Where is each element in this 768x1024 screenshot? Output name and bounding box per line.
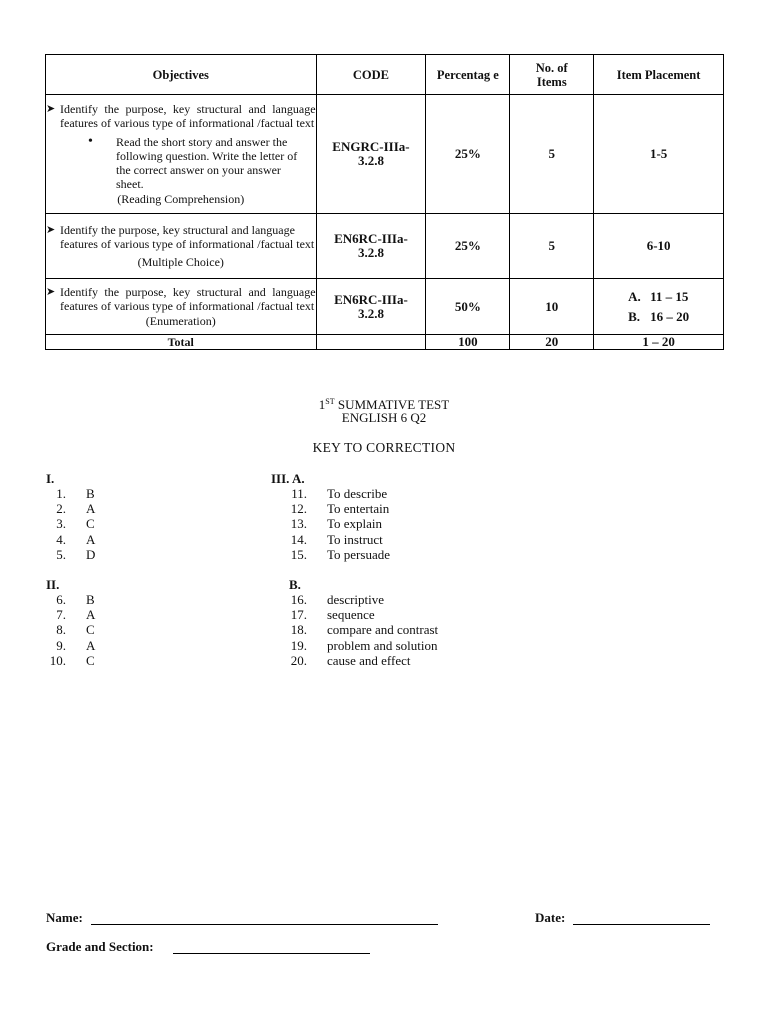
answer-text: sequence bbox=[327, 607, 375, 623]
placement-range: 16 – 20 bbox=[650, 308, 690, 324]
item-number: 3. bbox=[56, 516, 66, 532]
percentage-cell: 25% bbox=[426, 214, 510, 279]
placement-letter: B. bbox=[628, 308, 641, 324]
placement-range: 11 – 15 bbox=[650, 288, 689, 304]
answer-text: C bbox=[86, 516, 95, 532]
part-label-iii-a: III. A. bbox=[271, 471, 305, 486]
answer-row bbox=[287, 501, 390, 516]
arrow-bullet-icon: ➤ bbox=[46, 286, 56, 298]
answer-row bbox=[42, 622, 95, 637]
answer-row bbox=[287, 547, 390, 562]
items-cell: 10 bbox=[510, 279, 594, 335]
objective-text: Identify the purpose, key structural and language features of various type of informational /factual text bbox=[60, 285, 316, 313]
total-placement: 1 – 20 bbox=[594, 335, 724, 350]
arrow-bullet-icon: ➤ bbox=[46, 103, 56, 115]
item-number: 16. bbox=[290, 592, 307, 607]
answer-row bbox=[42, 532, 95, 547]
percentage-cell: 50% bbox=[426, 279, 510, 335]
objective-cell bbox=[46, 95, 317, 214]
test-type: (Reading Comprehension) bbox=[117, 192, 245, 206]
item-number: 13. bbox=[290, 516, 307, 532]
answer-text: A bbox=[86, 531, 96, 547]
item-number: 17. bbox=[290, 607, 307, 623]
answer-text: To explain bbox=[327, 516, 383, 532]
item-number: 15. bbox=[290, 546, 307, 562]
header-objectives: Objectives bbox=[46, 55, 317, 95]
item-number: 4. bbox=[56, 531, 66, 547]
answer-row bbox=[287, 516, 390, 531]
placement-cell bbox=[594, 279, 724, 335]
objective-cell bbox=[46, 279, 317, 335]
item-number: 1. bbox=[56, 486, 66, 501]
code-cell bbox=[316, 214, 426, 279]
objective-cell bbox=[46, 214, 317, 279]
code-text: EN6RC-IIIa-3.2.8 bbox=[334, 291, 408, 321]
answer-text: A bbox=[86, 637, 96, 653]
test-type: (Enumeration) bbox=[145, 314, 216, 328]
answer-text: D bbox=[86, 546, 96, 562]
table-row bbox=[46, 95, 724, 214]
answer-text: cause and effect bbox=[327, 652, 411, 668]
item-number: 14. bbox=[290, 531, 307, 547]
items-cell: 5 bbox=[510, 214, 594, 279]
answer-list-part2 bbox=[42, 592, 95, 668]
code-cell bbox=[316, 279, 426, 335]
answer-row bbox=[287, 638, 438, 653]
test-type: (Multiple Choice) bbox=[137, 255, 224, 269]
answer-row bbox=[287, 486, 390, 501]
answer-text: B bbox=[86, 592, 95, 607]
answer-text: A bbox=[86, 607, 96, 623]
answer-list-part3a bbox=[287, 486, 390, 562]
answer-list-part1 bbox=[42, 486, 95, 562]
header-items: No. of Items bbox=[510, 55, 594, 95]
code-cell bbox=[316, 95, 426, 214]
answer-text: C bbox=[86, 652, 95, 668]
item-number: 10. bbox=[49, 652, 66, 668]
answer-text: compare and contrast bbox=[327, 622, 439, 638]
header-code: CODE bbox=[316, 55, 426, 95]
total-percentage: 100 bbox=[426, 335, 510, 350]
percentage-cell: 25% bbox=[426, 95, 510, 214]
placement-cell: 1-5 bbox=[594, 95, 724, 214]
name-field-line[interactable] bbox=[91, 924, 438, 925]
table-row bbox=[46, 214, 724, 279]
answer-row bbox=[42, 607, 95, 622]
name-label: Name: bbox=[46, 910, 83, 925]
item-number: 9. bbox=[56, 637, 66, 653]
date-label: Date: bbox=[535, 910, 566, 925]
specification-table bbox=[45, 54, 724, 350]
answer-text: To persuade bbox=[327, 546, 390, 562]
answer-row bbox=[42, 592, 95, 607]
total-code bbox=[316, 335, 426, 350]
answer-row bbox=[287, 607, 438, 622]
item-number: 11. bbox=[291, 486, 307, 501]
answer-row bbox=[42, 486, 95, 501]
item-number: 19. bbox=[290, 637, 307, 653]
placement-cell: 6-10 bbox=[594, 214, 724, 279]
answer-row bbox=[287, 592, 438, 607]
answer-row bbox=[42, 653, 95, 668]
answer-row bbox=[42, 547, 95, 562]
table-row bbox=[46, 279, 724, 335]
objective-text: Identify the purpose, key structural and language features of various type of informational /factual text bbox=[60, 102, 316, 130]
table-header-row bbox=[46, 55, 724, 95]
objective-text: Identify the purpose, key structural and language features of various type of informational /factual text bbox=[60, 223, 315, 251]
answer-row bbox=[42, 501, 95, 516]
item-number: 18. bbox=[290, 622, 307, 638]
item-number: 20. bbox=[290, 652, 307, 668]
item-number: 2. bbox=[56, 501, 66, 517]
item-number: 6. bbox=[56, 592, 66, 607]
header-placement: Item Placement bbox=[594, 55, 724, 95]
answer-row bbox=[287, 532, 390, 547]
test-subtitle: ENGLISH 6 Q2 bbox=[341, 410, 427, 425]
answer-row bbox=[42, 638, 95, 653]
header-percentage: Percentag e bbox=[426, 55, 510, 95]
code-text: ENGRC-IIIa-3.2.8 bbox=[332, 139, 410, 168]
answer-list-part3b bbox=[287, 592, 438, 668]
item-number: 7. bbox=[56, 607, 66, 623]
answer-text: To describe bbox=[327, 486, 388, 501]
total-label: Total bbox=[46, 335, 317, 350]
part-label-i: I. bbox=[46, 471, 55, 486]
date-field-line[interactable] bbox=[573, 924, 710, 925]
item-number: 8. bbox=[56, 622, 66, 638]
answer-row bbox=[287, 653, 438, 668]
answer-text: C bbox=[86, 622, 95, 638]
arrow-bullet-icon: ➤ bbox=[46, 224, 56, 236]
answer-text: problem and solution bbox=[327, 637, 438, 653]
answer-text: A bbox=[86, 501, 96, 517]
items-cell: 5 bbox=[510, 95, 594, 214]
placement-letter: A. bbox=[628, 288, 641, 304]
key-heading: KEY TO CORRECTION bbox=[312, 440, 456, 455]
answer-row bbox=[287, 622, 438, 637]
item-number: 12. bbox=[290, 501, 307, 517]
grade-section-label: Grade and Section: bbox=[46, 939, 154, 954]
grade-section-field-line[interactable] bbox=[173, 953, 370, 954]
part-label-ii: II. bbox=[46, 577, 60, 592]
part-label-iii-b: B. bbox=[289, 577, 301, 592]
test-title: 1ST SUMMATIVE TEST bbox=[318, 397, 450, 412]
answer-row bbox=[42, 516, 95, 531]
answer-text: descriptive bbox=[327, 592, 385, 607]
total-row bbox=[46, 335, 724, 350]
sub-bullet-text: Read the short story and answer the following question. Write the letter of the correct answer on your answer sheet. bbox=[116, 135, 298, 191]
total-items: 20 bbox=[510, 335, 594, 350]
answer-text: To entertain bbox=[327, 501, 390, 517]
code-text: EN6RC-IIIa-3.2.8 bbox=[334, 231, 408, 260]
item-number: 5. bbox=[56, 546, 66, 562]
answer-text: To instruct bbox=[327, 531, 383, 547]
answer-text: B bbox=[86, 486, 95, 501]
bullet-icon: • bbox=[88, 134, 93, 149]
